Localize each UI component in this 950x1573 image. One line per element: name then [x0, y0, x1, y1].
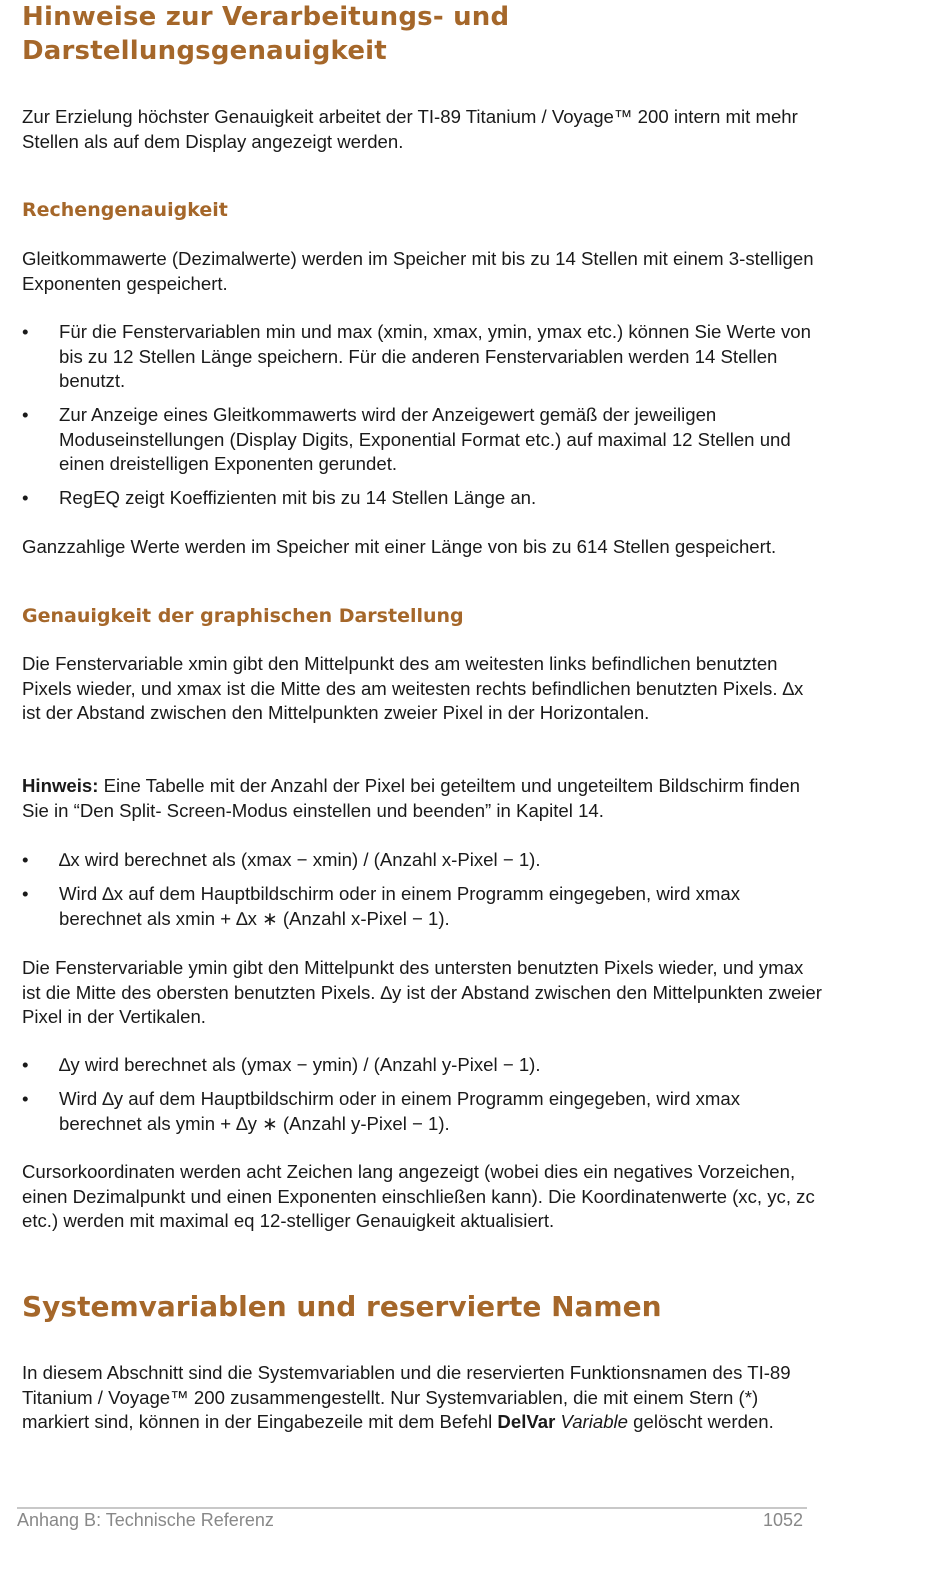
sys-paragraph-end: gelöscht werden. [628, 1411, 774, 1432]
bullet-icon: • [22, 404, 29, 425]
page-number: 1052 [763, 1510, 804, 1530]
bullet-icon: • [22, 321, 29, 342]
bullet-icon: • [22, 849, 29, 870]
bullet-icon: • [22, 487, 29, 508]
list-item-text: Wird ∆y auf dem Hauptbildschirm oder in einem Programm eingegeben, wird xmax berechnet als ymin + ∆y ∗ (Anzahl y-Pixel − 1). [59, 1088, 741, 1134]
list-item-text: Für die Fenstervariablen min und max (xmin, xmax, ymin, ymax etc.) können Sie Werte von bis zu 12 Stellen Länge speichern. Für die anderen Fenstervariablen werden 14 Stellen benutzt. [59, 321, 811, 391]
main-heading [22, 0, 509, 68]
graph-paragraph-3: Cursorkoordinaten werden acht Zeichen lang angezeigt (wobei dies ein negatives Vorzeichen, einen Dezimalpunkt und einen Exponenten einschließen kann). Die Koordinatenwerte (xc, yc, zc etc.) werden mit maximal eq 12-stelliger Genauigkeit aktualisiert. [22, 1161, 815, 1231]
graph-paragraph-2: Die Fenstervariable ymin gibt den Mittelpunkt des untersten benutzten Pixels wieder, und ymax ist die Mitte des obersten benutzten Pixels. ∆y ist der Abstand zwischen den Mittelpunkten zweier Pixel in der Vertikalen. [22, 957, 822, 1027]
heading-rechengenauigkeit: Rechengenauigkeit [22, 199, 228, 221]
note-paragraph [22, 774, 822, 823]
list-item-text: ∆y wird berechnet als (ymax − ymin) / (Anzahl y-Pixel − 1). [59, 1054, 541, 1075]
command-argument: Variable [560, 1411, 629, 1432]
heading-graph-genauigkeit: Genauigkeit der graphischen Darstellung [22, 605, 464, 627]
heading-systemvariablen: Systemvariablen und reservierte Namen [22, 1290, 662, 1323]
list-item-text: Wird ∆x auf dem Hauptbildschirm oder in einem Programm eingegeben, wird xmax berechnet als xmin + ∆x ∗ (Anzahl x-Pixel − 1). [59, 883, 741, 929]
bullet-icon: • [22, 1054, 29, 1075]
intro-paragraph: Zur Erzielung höchster Genauigkeit arbeitet der TI-89 Titanium / Voyage™ 200 intern mit mehr Stellen als auf dem Display angezeigt werden. [22, 106, 798, 152]
command-delvar: DelVar [497, 1411, 556, 1432]
bullet-icon: • [22, 1088, 29, 1109]
footer-chapter: Anhang B: Technische Referenz [17, 1510, 274, 1530]
list-item-text: Zur Anzeige eines Gleitkommawerts wird der Anzeigewert gemäß der jeweiligen Moduseinstellungen (Display Digits, Exponential Format etc.) auf maximal 12 Stellen und einen dreistelligen Exponenten gerundet. [59, 404, 791, 474]
rechen-after-paragraph: Ganzzahlige Werte werden im Speicher mit einer Länge von bis zu 614 Stellen gespeichert. [22, 536, 777, 557]
sys-paragraph [22, 1361, 822, 1435]
list-item-text: RegEQ zeigt Koeffizienten mit bis zu 14 Stellen Länge an. [59, 487, 537, 508]
rechen-paragraph: Gleitkommawerte (Dezimalwerte) werden im Speicher mit bis zu 14 Stellen mit einem 3-stelligen Exponenten gespeichert. [22, 248, 814, 294]
sys-paragraph-text: In diesem Abschnitt sind die Systemvariablen und die reservierten Funktionsnamen des TI-89 Titanium / Voyage™ 200 zusammengestellt. Nur Systemvariablen, die mit einem Stern (*) markiert sind, können in der Eingabezeile mit dem Befehl [22, 1362, 791, 1432]
main-heading-line2: Darstellungsgenauigkeit [22, 36, 387, 66]
main-heading-line1: Hinweise zur Verarbeitungs- und [22, 2, 510, 32]
graph-paragraph-1: Die Fenstervariable xmin gibt den Mittelpunkt des am weitesten links befindlichen benutzten Pixels wieder, und xmax ist die Mitte des am weitesten rechts befindlichen benutzten Pixels. ∆x ist der Abstand zwischen den Mittelpunkten zweier Pixel in der Horizontalen. [22, 653, 804, 723]
list-item-text: ∆x wird berechnet als (xmax − xmin) / (Anzahl x-Pixel − 1). [59, 849, 541, 870]
note-text: Eine Tabelle mit der Anzahl der Pixel bei geteiltem und ungeteiltem Bildschirm finden Sie in “Den Split- Screen-Modus einstellen und beenden” in Kapitel 14. [22, 775, 800, 821]
bullet-icon: • [22, 883, 29, 904]
note-label: Hinweis: [22, 775, 99, 796]
